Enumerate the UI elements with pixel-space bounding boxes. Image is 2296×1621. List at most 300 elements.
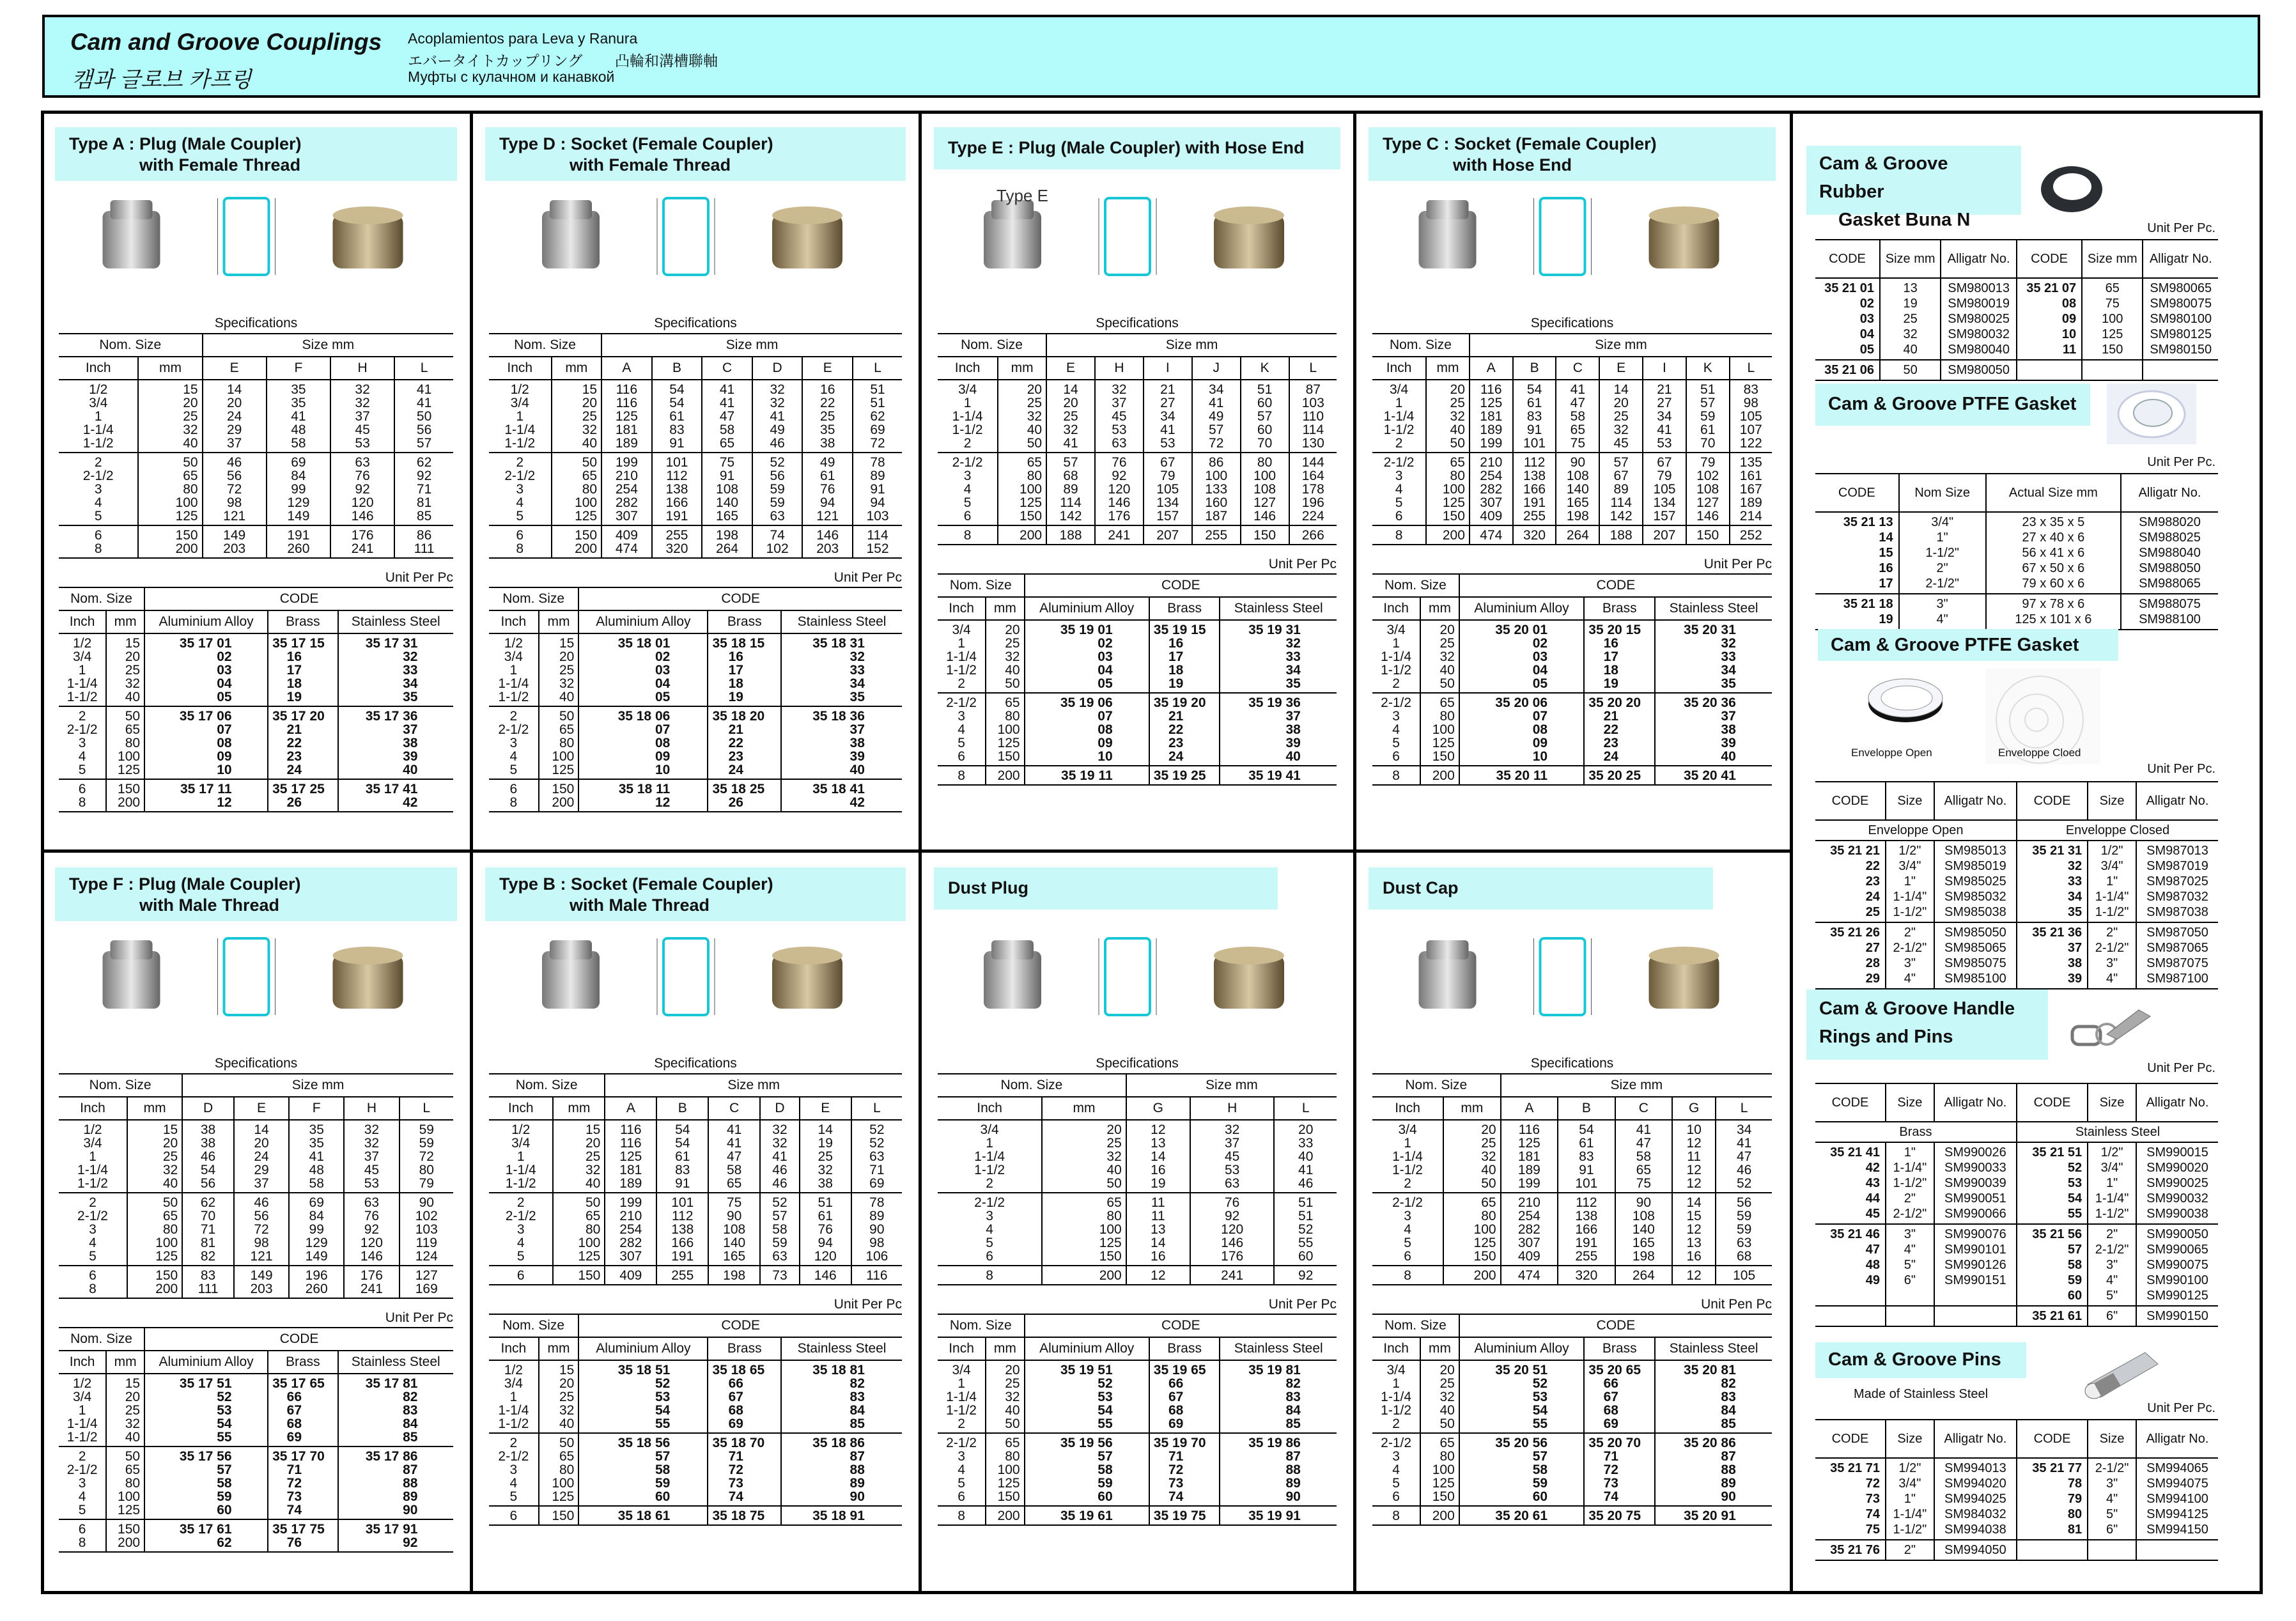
column-header: CODE (2017, 1420, 2088, 1458)
dimension-cell: 25 (800, 1150, 851, 1163)
size-cell: 6" (2088, 1306, 2136, 1326)
dimension-cell: 58 (708, 1163, 760, 1177)
product-code-cell: 90 (338, 1503, 453, 1519)
product-code-cell: 66 (268, 1390, 337, 1404)
size-cell: 5" (2088, 1507, 2136, 1522)
alligator-no-cell: SM994065 (2136, 1458, 2218, 1476)
table-row (1815, 922, 2218, 940)
table-row (1372, 525, 1772, 545)
dimension-cell: 59 (752, 483, 803, 496)
mm-cell: 50 (1426, 437, 1470, 453)
product-code-cell: 72 (1865, 1477, 1880, 1491)
dimension-cell: 125 (1501, 1136, 1558, 1150)
product-code-cell: 90 (1655, 1490, 1772, 1506)
product-code-cell: 33 (1655, 650, 1772, 663)
dimension-cell: 83 (652, 423, 702, 437)
dimension-cell: 138 (1558, 1209, 1615, 1223)
product-code-cell: 42 (781, 796, 902, 812)
size-cell: 2-1/2" (1899, 576, 1986, 594)
mm-cell: 100 (138, 496, 202, 509)
product-code-cell: 34 (338, 677, 453, 690)
dimension-cell: 254 (605, 1223, 656, 1236)
specifications-label: Specifications (1096, 1056, 1179, 1071)
dimension-cell: 56 (394, 423, 453, 437)
mm-cell: 150 (1420, 1490, 1459, 1506)
material-header-aluminium: Aluminium Alloy (1459, 1337, 1585, 1360)
product-code-cell: 10 (2017, 327, 2082, 342)
dimension-cell: 76 (330, 469, 394, 483)
mm-cell: 20 (986, 1360, 1025, 1377)
table-row (1815, 1224, 2218, 1242)
table-row (938, 1506, 1337, 1525)
product-code-cell: 35 18 36 (781, 706, 902, 723)
size-cell: 2" (1886, 922, 1934, 940)
product-code-cell: 40 (1220, 750, 1337, 766)
product-code-cell: 66 (1584, 1377, 1655, 1390)
inch-cell: 2-1/2 (952, 455, 983, 470)
product-code-cell: 83 (781, 1390, 902, 1404)
code-header: CODE (1025, 1314, 1337, 1337)
dimension-cell: 32 (344, 1120, 399, 1136)
dimension-cell: 52 (752, 453, 803, 469)
mm-cell: 25 (1042, 1136, 1126, 1150)
dimension-cell: 203 (234, 1282, 289, 1298)
code-table (59, 587, 453, 812)
dimension-cell: 13 (1126, 1223, 1190, 1236)
dimension-cell: 76 (800, 1223, 851, 1236)
inch-header: Inch (1372, 357, 1426, 380)
ptfe-gasket-photo (2107, 384, 2196, 444)
mm-cell: 125 (986, 1477, 1025, 1490)
product-code-cell: 52 (2017, 1160, 2088, 1175)
mm-cell: 40 (539, 690, 579, 706)
mm-cell: 32 (106, 1417, 144, 1431)
dimension-cell: 63 (330, 453, 394, 469)
dimension-cell: 140 (708, 1236, 760, 1250)
dimension-header-l: L (1716, 1097, 1772, 1120)
dimension-cell: 320 (1513, 525, 1556, 545)
product-code-cell: 47 (1865, 1243, 1880, 1257)
inch-cell: 6 (938, 509, 998, 525)
size-cell: 2-1/2" (1886, 1206, 1934, 1224)
inch-cell: 1-1/4 (505, 1163, 536, 1177)
spec-table-header (1372, 334, 1772, 380)
mm-cell: 100 (1420, 1463, 1459, 1477)
dimension-cell: 14 (1672, 1193, 1716, 1209)
dimension-cell: 134 (1643, 496, 1686, 509)
alligator-no-cell: SM985065 (1934, 940, 2017, 956)
product-code-cell: 02 (578, 650, 708, 663)
alligator-no-cell: SM985019 (1934, 858, 2017, 874)
table-row (59, 483, 453, 496)
dimension-cell: 150 (1686, 525, 1730, 545)
inch-cell: 5 (59, 1503, 106, 1519)
dimension-cell: 35 (289, 1120, 344, 1136)
alligator-no-cell: 23 x 35 x 5 (1986, 512, 2121, 530)
unit-label: Unit Per Pc (834, 570, 902, 585)
mm-header: mm (539, 610, 579, 633)
size-cell: 3" (2088, 1476, 2136, 1491)
spec-table-body (489, 380, 902, 558)
dimension-cell: 54 (1513, 380, 1556, 396)
dimension-cell: 58 (1615, 1150, 1673, 1163)
table-row (1815, 1142, 2218, 1160)
dimension-header-f: F (267, 357, 330, 380)
product-code-cell: 35 17 11 (144, 779, 268, 796)
mm-cell: 100 (1443, 1223, 1501, 1236)
product-code-cell: 35 18 65 (708, 1360, 781, 1377)
dimension-cell: 241 (1190, 1266, 1275, 1285)
product-code-cell: 33 (1220, 650, 1337, 663)
product-code-cell: 85 (1655, 1417, 1772, 1433)
size-cell: 1" (1886, 1142, 1934, 1160)
mm-cell: 80 (127, 1223, 182, 1236)
product-code-cell: 33 (2017, 874, 2088, 889)
mm-cell: 50 (986, 677, 1025, 693)
dimension-cell: 54 (182, 1163, 234, 1177)
handle-rings-table (1815, 1083, 2218, 1327)
dimension-cell: 32 (752, 380, 803, 396)
inch-cell: 2-1/2 (66, 722, 98, 737)
product-code-cell: 25 (1815, 904, 1886, 922)
product-code-cell: 04 (144, 677, 268, 690)
product-code-cell: 73 (1149, 1477, 1220, 1490)
nom-size-header: Nom. Size (938, 1074, 1126, 1097)
unit-label: Unit Per Pc (385, 570, 453, 585)
inch-cell: 2-1/2 (1383, 455, 1415, 470)
aluminium-coupling-photo (103, 940, 160, 1009)
material-header-aluminium: Aluminium Alloy (1459, 597, 1585, 620)
dimension-cell: 210 (601, 469, 652, 483)
product-code-cell: 21 (268, 723, 337, 736)
material-subheader: Enveloppe Closed (2017, 820, 2218, 841)
product-code-cell: 73 (1865, 1492, 1880, 1506)
product-code-cell: 24 (1149, 750, 1220, 766)
dimension-cell: 49 (802, 453, 853, 469)
product-code-cell: 04 (578, 677, 708, 690)
dimension-cell: 33 (1274, 1136, 1337, 1150)
rubber-gasket-photo (2036, 159, 2107, 216)
dimension-cell: 69 (289, 1193, 344, 1209)
dimension-cell: 102 (752, 542, 803, 558)
product-code-cell: 55 (1025, 1417, 1149, 1433)
table-row (1815, 545, 2218, 561)
spec-table-header (489, 334, 902, 380)
dimension-cell: 282 (601, 496, 652, 509)
size-cell: 2-1/2" (2088, 1242, 2136, 1257)
dimension-cell: 56 (234, 1209, 289, 1223)
dimension-cell: 307 (1470, 496, 1513, 509)
product-code-cell: 35 18 31 (781, 633, 902, 650)
table-row (489, 542, 902, 558)
table-row (938, 423, 1337, 437)
alligator-no-cell: SM987050 (2136, 922, 2218, 940)
dimension-cell: 38 (182, 1136, 234, 1150)
dimension-cell: 59 (1686, 410, 1730, 423)
product-photos (939, 929, 1335, 1025)
column-header: Alligatr No. (1934, 782, 2017, 820)
panel-dust-cap (1354, 851, 1790, 1591)
alligator-no-cell: SM990066 (1934, 1206, 2017, 1224)
inch-header: Inch (489, 1097, 553, 1120)
dimension-header-d: D (182, 1097, 234, 1120)
table-row (1815, 1288, 2218, 1306)
dimension-cell: 116 (1470, 380, 1513, 396)
dimension-cell: 46 (1716, 1163, 1772, 1177)
dimension-cell: 146 (802, 525, 853, 542)
table-row (489, 396, 902, 410)
table-row (59, 1431, 453, 1446)
inch-cell: 1/2 (511, 1122, 531, 1137)
product-code-cell: 88 (338, 1477, 453, 1490)
size-cell: 1-1/4" (1886, 1160, 1934, 1175)
inch-cell: 1-1/4 (974, 1149, 1005, 1164)
mm-cell: 200 (552, 542, 602, 558)
mm-cell: 200 (986, 766, 1025, 785)
product-code-cell: 59 (1025, 1477, 1149, 1490)
material-header-stainless: Stainless Steel (338, 1351, 453, 1374)
product-code-cell: 33 (781, 663, 902, 677)
product-code-cell: 69 (1584, 1417, 1655, 1433)
table-row (489, 380, 902, 396)
dimension-cell: 35 (802, 423, 853, 437)
material-header-aluminium: Aluminium Alloy (144, 610, 268, 633)
inch-cell: 1-1/4 (498, 676, 529, 691)
table-row (489, 723, 902, 736)
dimension-cell: 241 (1095, 525, 1144, 545)
table-row (489, 1236, 902, 1250)
table-row (59, 1163, 453, 1177)
dimension-header-e: E (234, 1097, 289, 1120)
column-header: Size (1886, 782, 1934, 820)
dimension-cell: 94 (802, 496, 853, 509)
mm-cell: 25 (138, 410, 202, 423)
product-code-cell: 71 (1584, 1450, 1655, 1463)
dimension-header-e: E (802, 357, 853, 380)
table-row (1372, 1450, 1772, 1463)
inch-cell: 1-1/2 (946, 1403, 977, 1418)
dimension-cell: 103 (853, 509, 902, 525)
size-cell: 2-1/2" (2088, 1458, 2136, 1476)
dimension-cell: 45 (1190, 1150, 1275, 1163)
dimension-cell: 102 (399, 1209, 454, 1223)
product-code-cell: 60 (1025, 1490, 1149, 1506)
product-code-cell: 35 19 15 (1149, 620, 1220, 637)
dimension-cell: 111 (182, 1282, 234, 1298)
dimension-cell: 68 (1716, 1250, 1772, 1266)
table-row (1372, 1404, 1772, 1417)
dimension-cell: 203 (802, 542, 853, 558)
table-row (59, 1282, 453, 1298)
product-code-cell: 67 (1149, 1390, 1220, 1404)
dimension-cell: 149 (234, 1266, 289, 1282)
size-cell (2088, 1540, 2136, 1560)
dimension-cell: 114 (1599, 496, 1643, 509)
dimension-cell: 34 (1144, 410, 1192, 423)
inch-cell: 6 (78, 782, 86, 796)
table-row (938, 637, 1337, 650)
size-cell: 19 (1880, 296, 1941, 311)
product-code-cell: 35 20 36 (1655, 693, 1772, 710)
table-row (1372, 693, 1772, 710)
table-row (1815, 858, 2218, 874)
alligator-no-cell: SM985075 (1934, 956, 2017, 971)
alligator-no-cell (2136, 1540, 2218, 1560)
header-row (938, 357, 1337, 380)
product-code-cell: 35 20 75 (1584, 1506, 1655, 1525)
product-code-cell: 40 (1655, 750, 1772, 766)
size-cell: 5" (1886, 1257, 1934, 1273)
product-code-cell: 05 (578, 690, 708, 706)
dimension-cell: 51 (853, 396, 902, 410)
mm-cell: 25 (553, 1150, 605, 1163)
spec-table-header (938, 334, 1337, 380)
table-row (59, 1209, 453, 1223)
dimension-cell: 58 (702, 423, 752, 437)
dimension-cell: 41 (1192, 396, 1241, 410)
code-table (489, 587, 902, 812)
table-row (938, 1490, 1337, 1506)
dimension-cell: 35 (267, 396, 330, 410)
dimension-cell: 41 (394, 396, 453, 410)
panel-type-f (41, 851, 471, 1591)
product-code-cell: 16 (268, 650, 337, 663)
mm-cell: 200 (1426, 525, 1470, 545)
mm-cell: 125 (986, 736, 1025, 750)
dimension-cell: 101 (656, 1193, 708, 1209)
nom-size-header: Nom. Size (1372, 1074, 1501, 1097)
dimension-cell: 37 (1095, 396, 1144, 410)
dimension-cell: 65 (1556, 423, 1599, 437)
inch-cell: 1 (89, 1149, 97, 1164)
alligator-no-cell: SM990050 (2136, 1224, 2218, 1242)
inch-cell: 3 (78, 1476, 86, 1491)
dimension-cell: 61 (1558, 1136, 1615, 1150)
inch-cell: 3 (89, 1222, 97, 1237)
dimension-cell: 70 (182, 1209, 234, 1223)
product-code-cell: 21 (708, 723, 781, 736)
dimension-cell: 114 (1046, 496, 1095, 509)
inch-cell: 3/4 (504, 1376, 523, 1391)
inch-cell: 2 (89, 1195, 97, 1210)
table-row (59, 723, 453, 736)
product-code-cell: 72 (1584, 1463, 1655, 1477)
mm-cell: 80 (106, 1477, 144, 1490)
dimension-cell: 41 (1615, 1120, 1673, 1136)
mm-cell: 65 (986, 693, 1025, 710)
dimension-cell: 51 (1686, 380, 1730, 396)
dimension-cell: 52 (851, 1136, 902, 1150)
table-row (59, 496, 453, 509)
nom-size-header: Nom. Size (938, 574, 1025, 597)
table-row (489, 483, 902, 496)
table-row (938, 1463, 1337, 1477)
alligator-no-cell: SM994025 (1934, 1491, 2017, 1507)
inch-cell: 5 (489, 763, 539, 779)
size-cell: 4" (1899, 612, 1986, 630)
table-row (489, 1477, 902, 1490)
dimension-cell: 29 (203, 423, 267, 437)
inch-cell: 1-1/4 (82, 423, 114, 437)
product-code-cell: 35 20 15 (1584, 620, 1655, 637)
dimension-cell: 56 (182, 1177, 234, 1193)
dimension-header-a: A (601, 357, 652, 380)
brass-coupling-photo (1214, 206, 1284, 268)
product-code-cell: 73 (708, 1477, 781, 1490)
dimension-cell: 112 (656, 1209, 708, 1223)
inch-cell: 4 (1392, 1462, 1400, 1477)
size-cell: 2-1/2" (1886, 940, 1934, 956)
mm-cell: 25 (1420, 1377, 1459, 1390)
dimension-cell: 72 (203, 483, 267, 496)
panel-title-line: Dust Cap (1383, 878, 1459, 897)
dimension-cell: 140 (1615, 1223, 1673, 1236)
table-row (1372, 1150, 1772, 1163)
column-header: CODE (2017, 782, 2088, 820)
product-code-cell: 71 (1149, 1450, 1220, 1463)
spec-table-body (938, 1120, 1337, 1285)
size-cell: 3" (1886, 956, 1934, 971)
table-row (59, 1490, 453, 1503)
image-label: Type E (997, 186, 1048, 205)
product-code-cell: 03 (1459, 650, 1585, 663)
product-code-cell: 07 (1459, 710, 1585, 723)
code-table-body (938, 1360, 1337, 1525)
section-table-header (1815, 782, 2218, 841)
inch-cell: 3 (958, 1449, 965, 1464)
dimension-cell: 127 (399, 1266, 454, 1282)
dimension-cell: 92 (1095, 469, 1144, 483)
size-mm-header: Size mm (1126, 1074, 1337, 1097)
dimension-cell: 32 (1046, 423, 1095, 437)
dimension-cell: 14 (800, 1120, 851, 1136)
table-row (59, 750, 453, 763)
mm-cell: 80 (553, 1223, 605, 1236)
inch-cell: 5 (489, 509, 552, 525)
section-title: Cam & Groove PTFE Gasket (1818, 629, 2118, 661)
panel-tables (489, 1054, 902, 1526)
table-row (489, 796, 902, 812)
table-row (59, 1404, 453, 1417)
mm-cell: 80 (986, 1450, 1025, 1463)
table-row (938, 496, 1337, 509)
dimension-cell: 86 (1192, 453, 1241, 469)
inch-cell: 1-1/2 (489, 1177, 553, 1193)
inch-cell: 2 (509, 709, 518, 724)
table-row (1815, 889, 2218, 904)
table-row (1815, 904, 2218, 922)
material-header-stainless: Stainless Steel (781, 1337, 902, 1360)
product-code-cell: 12 (144, 796, 268, 812)
panel-type-e (920, 111, 1354, 851)
inch-cell: 1-1/2 (489, 437, 552, 453)
mm-cell: 65 (1420, 1433, 1459, 1450)
product-code-cell: 52 (144, 1390, 268, 1404)
mm-cell: 100 (1042, 1223, 1126, 1236)
table-row (489, 1404, 902, 1417)
product-code-cell: 59 (1459, 1477, 1585, 1490)
dimension-cell: 58 (1556, 410, 1599, 423)
mm-cell: 32 (1420, 1390, 1459, 1404)
inch-cell: 3/4 (511, 1136, 531, 1151)
product-code-cell: 35 18 86 (781, 1433, 902, 1450)
pin-photo (2075, 1346, 2171, 1404)
product-code-cell: 34 (1655, 663, 1772, 677)
dimension-cell: 282 (605, 1236, 656, 1250)
table-row (1372, 650, 1772, 663)
size-cell: 2" (2088, 922, 2136, 940)
mm-cell: 100 (127, 1236, 182, 1250)
